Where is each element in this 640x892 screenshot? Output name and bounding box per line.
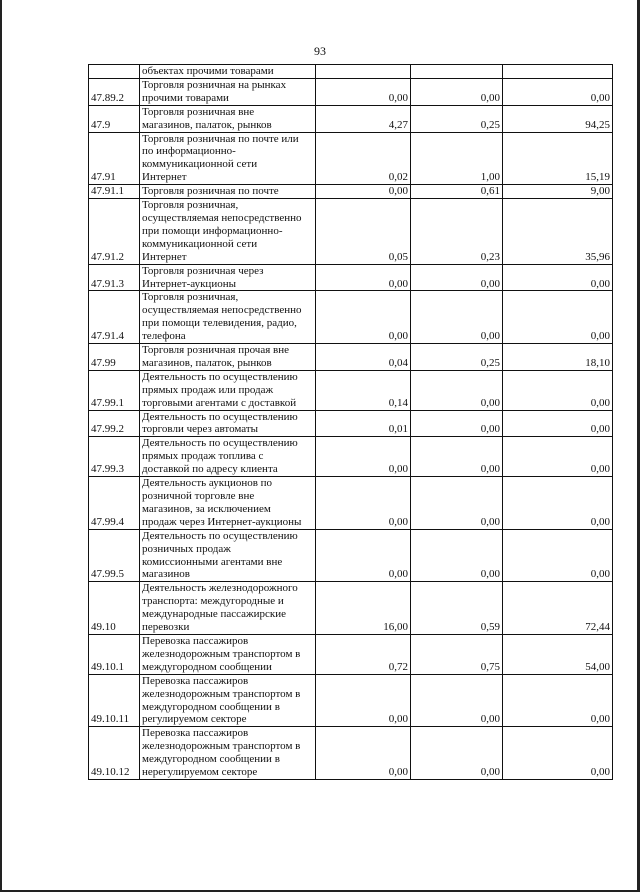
value-cell-1: 16,00 bbox=[316, 582, 411, 635]
value-cell-3: 0,00 bbox=[503, 410, 613, 437]
value-cell-2: 0,00 bbox=[411, 437, 503, 477]
activity-name-line: междугородном сообщении в bbox=[142, 753, 280, 766]
activity-name bbox=[140, 65, 316, 79]
value-cell-1: 0,00 bbox=[316, 185, 411, 199]
activity-name-line: доставкой по адресу клиента bbox=[142, 463, 278, 476]
activity-name-line: розничной торговле вне bbox=[142, 490, 255, 502]
value-cell-1: 0,02 bbox=[316, 132, 411, 185]
activity-name-line: Торговля розничная прочая вне bbox=[142, 344, 289, 357]
value-cell-3: 0,00 bbox=[503, 727, 613, 780]
value-cell-2: 0,25 bbox=[411, 344, 503, 371]
activity-name-line: Торговля розничная вне bbox=[142, 105, 255, 118]
activity-code: 47.91.2 bbox=[89, 199, 140, 265]
activity-code: 47.91.3 bbox=[89, 264, 140, 291]
activity-name-line: Интернет bbox=[142, 250, 187, 263]
activity-name bbox=[140, 199, 316, 265]
table-row bbox=[89, 185, 613, 199]
value-cell-2: 0,23 bbox=[411, 199, 503, 265]
activity-name-line: Интернет bbox=[142, 171, 187, 184]
activity-name-line: прочими товарами bbox=[142, 91, 229, 104]
value-cell-2: 0,00 bbox=[411, 477, 503, 530]
table-row bbox=[89, 132, 613, 185]
activity-name-line: железнодорожным транспортом в bbox=[142, 647, 301, 660]
value-cell-2: 0,00 bbox=[411, 264, 503, 291]
value-cell-3: 18,10 bbox=[503, 344, 613, 371]
activity-name-line: международные пассажирские bbox=[142, 608, 287, 621]
value-cell-1: 0,00 bbox=[316, 78, 411, 105]
activity-name bbox=[140, 185, 316, 199]
value-cell-1: 0,00 bbox=[316, 529, 411, 582]
activity-name-line: объектах прочими товарами bbox=[142, 65, 274, 77]
table-row bbox=[89, 477, 613, 530]
table-row bbox=[89, 264, 613, 291]
activity-code: 47.91.1 bbox=[89, 185, 140, 199]
value-cell-2: 0,00 bbox=[411, 529, 503, 582]
tariff-table bbox=[88, 64, 613, 780]
value-cell-2: 0,75 bbox=[411, 634, 503, 674]
value-cell-1: 4,27 bbox=[316, 105, 411, 132]
activity-name-line: при помощи телевидения, радио, bbox=[142, 317, 297, 330]
activity-code: 47.91 bbox=[89, 132, 140, 185]
activity-name-line: Перевозка пассажиров bbox=[142, 727, 249, 740]
value-cell-3: 9,00 bbox=[503, 185, 613, 199]
activity-name bbox=[140, 291, 316, 344]
activity-code: 47.99.2 bbox=[89, 410, 140, 437]
activity-name bbox=[140, 132, 316, 185]
activity-code: 49.10.12 bbox=[89, 727, 140, 780]
activity-name-line: Торговля розничная по почте или bbox=[142, 132, 299, 145]
table-row bbox=[89, 344, 613, 371]
value-cell-3: 0,00 bbox=[503, 477, 613, 530]
value-cell-3: 54,00 bbox=[503, 634, 613, 674]
table-row bbox=[89, 105, 613, 132]
value-cell-3: 72,44 bbox=[503, 582, 613, 635]
activity-name-line: прямых продаж топлива с bbox=[142, 450, 264, 463]
activity-name-line: магазинов, за исключением bbox=[142, 502, 271, 515]
value-cell-2: 0,00 bbox=[411, 410, 503, 437]
activity-name bbox=[140, 410, 316, 437]
activity-name-line: Перевозка пассажиров bbox=[142, 674, 249, 687]
value-cell-3: 0,00 bbox=[503, 264, 613, 291]
value-cell-2: 0,25 bbox=[411, 105, 503, 132]
activity-name-line: железнодорожным транспортом в bbox=[142, 687, 301, 700]
activity-code: 47.99.4 bbox=[89, 477, 140, 530]
table-row bbox=[89, 582, 613, 635]
table-row bbox=[89, 78, 613, 105]
activity-name-line: Торговля розничная на рынках bbox=[142, 78, 287, 91]
activity-name-line: торговыми агентами с доставкой bbox=[142, 396, 297, 409]
value-cell-1: 0,05 bbox=[316, 199, 411, 265]
value-cell-3: 0,00 bbox=[503, 529, 613, 582]
page-number: 93 bbox=[314, 44, 326, 58]
activity-code bbox=[89, 65, 140, 79]
activity-code: 49.10.1 bbox=[89, 634, 140, 674]
value-cell-3: 0,00 bbox=[503, 291, 613, 344]
value-cell-1: 0,00 bbox=[316, 264, 411, 291]
value-cell-1: 0,14 bbox=[316, 370, 411, 410]
value-cell-2: 0,00 bbox=[411, 727, 503, 780]
activity-name-line: Торговля розничная, bbox=[142, 291, 239, 304]
activity-name-line: осуществляемая непосредственно bbox=[142, 304, 302, 317]
activity-code: 47.9 bbox=[89, 105, 140, 132]
activity-name-line: осуществляемая непосредственно bbox=[142, 211, 302, 224]
activity-name bbox=[140, 105, 316, 132]
activity-code: 47.99.1 bbox=[89, 370, 140, 410]
activity-code: 49.10.11 bbox=[89, 674, 140, 727]
table-row bbox=[89, 674, 613, 727]
activity-name-line: по информационно- bbox=[142, 145, 236, 158]
activity-name-line: Деятельность по осуществлению bbox=[142, 437, 298, 450]
value-cell-3: 94,25 bbox=[503, 105, 613, 132]
value-cell-3 bbox=[503, 65, 613, 79]
activity-name-line: Деятельность по осуществлению bbox=[142, 370, 298, 383]
activity-name-line: Деятельность по осуществлению bbox=[142, 410, 298, 423]
value-cell-1: 0,00 bbox=[316, 674, 411, 727]
table-row bbox=[89, 199, 613, 265]
value-cell-2: 0,00 bbox=[411, 291, 503, 344]
table-row bbox=[89, 291, 613, 344]
activity-code: 49.10 bbox=[89, 582, 140, 635]
activity-name bbox=[140, 727, 316, 780]
activity-code: 47.99.5 bbox=[89, 529, 140, 582]
table-row bbox=[89, 727, 613, 780]
value-cell-1: 0,72 bbox=[316, 634, 411, 674]
value-cell-1: 0,00 bbox=[316, 477, 411, 530]
activity-name-line: регулируемом секторе bbox=[142, 713, 247, 726]
activity-code: 47.99 bbox=[89, 344, 140, 371]
value-cell-2: 1,00 bbox=[411, 132, 503, 185]
value-cell-2 bbox=[411, 65, 503, 79]
activity-name-line: прямых продаж или продаж bbox=[142, 383, 274, 396]
activity-name-line: Торговля розничная по почте bbox=[142, 185, 279, 198]
value-cell-3: 35,96 bbox=[503, 199, 613, 265]
value-cell-3: 0,00 bbox=[503, 370, 613, 410]
activity-name bbox=[140, 78, 316, 105]
activity-name-line: магазинов bbox=[142, 568, 190, 581]
activity-name-line: Перевозка пассажиров bbox=[142, 634, 249, 647]
activity-name-line: магазинов, палаток, рынков bbox=[142, 118, 272, 131]
value-cell-2: 0,61 bbox=[411, 185, 503, 199]
activity-name-line: перевозки bbox=[142, 621, 190, 634]
value-cell-2: 0,59 bbox=[411, 582, 503, 635]
activity-name-line: комиссионными агентами вне bbox=[142, 555, 283, 568]
activity-name-line: Деятельность железнодорожного bbox=[142, 582, 298, 595]
activity-name-line: транспорта: междугородные и bbox=[142, 595, 284, 608]
activity-name bbox=[140, 582, 316, 635]
value-cell-1: 0,00 bbox=[316, 437, 411, 477]
scan-edge-left bbox=[0, 0, 2, 892]
activity-name bbox=[140, 370, 316, 410]
activity-name-line: при помощи информационно- bbox=[142, 224, 283, 237]
activity-name-line: розничных продаж bbox=[142, 542, 231, 555]
activity-name-line: Деятельность по осуществлению bbox=[142, 529, 298, 542]
activity-name-line: магазинов, палаток, рынков bbox=[142, 356, 272, 369]
activity-name-line: нерегулируемом секторе bbox=[142, 766, 258, 779]
value-cell-3: 15,19 bbox=[503, 132, 613, 185]
activity-name bbox=[140, 264, 316, 291]
activity-name-line: Торговля розничная, bbox=[142, 199, 239, 212]
table-row bbox=[89, 529, 613, 582]
activity-code: 47.91.4 bbox=[89, 291, 140, 344]
activity-name bbox=[140, 344, 316, 371]
table-row bbox=[89, 65, 613, 79]
activity-name-line: торговли через автоматы bbox=[142, 423, 259, 436]
activity-code: 47.89.2 bbox=[89, 78, 140, 105]
activity-name-line: Торговля розничная через bbox=[142, 264, 264, 277]
value-cell-1 bbox=[316, 65, 411, 79]
activity-name-line: междугородном сообщении bbox=[142, 660, 272, 673]
value-cell-2: 0,00 bbox=[411, 674, 503, 727]
activity-name-line: междугородном сообщении в bbox=[142, 700, 280, 713]
activity-name-line: телефона bbox=[142, 330, 186, 343]
value-cell-1: 0,04 bbox=[316, 344, 411, 371]
value-cell-3: 0,00 bbox=[503, 674, 613, 727]
value-cell-2: 0,00 bbox=[411, 370, 503, 410]
activity-name-line: коммуникационной сети bbox=[142, 237, 258, 250]
value-cell-2: 0,00 bbox=[411, 78, 503, 105]
activity-name bbox=[140, 529, 316, 582]
activity-name bbox=[140, 437, 316, 477]
value-cell-1: 0,00 bbox=[316, 727, 411, 780]
activity-name-line: продаж через Интернет-аукционы bbox=[142, 515, 302, 528]
activity-name-line: железнодорожным транспортом в bbox=[142, 740, 301, 753]
value-cell-3: 0,00 bbox=[503, 78, 613, 105]
activity-name-line: коммуникационной сети bbox=[142, 158, 258, 171]
activity-name-line: Интернет-аукционы bbox=[142, 277, 236, 290]
table-row bbox=[89, 634, 613, 674]
activity-name bbox=[140, 634, 316, 674]
table-body bbox=[89, 65, 613, 780]
activity-name bbox=[140, 674, 316, 727]
activity-name-line: Деятельность аукционов по bbox=[142, 477, 273, 490]
table-row bbox=[89, 437, 613, 477]
activity-code: 47.99.3 bbox=[89, 437, 140, 477]
activity-name bbox=[140, 477, 316, 530]
value-cell-1: 0,00 bbox=[316, 291, 411, 344]
table-row bbox=[89, 370, 613, 410]
value-cell-1: 0,01 bbox=[316, 410, 411, 437]
table-row bbox=[89, 410, 613, 437]
value-cell-3: 0,00 bbox=[503, 437, 613, 477]
